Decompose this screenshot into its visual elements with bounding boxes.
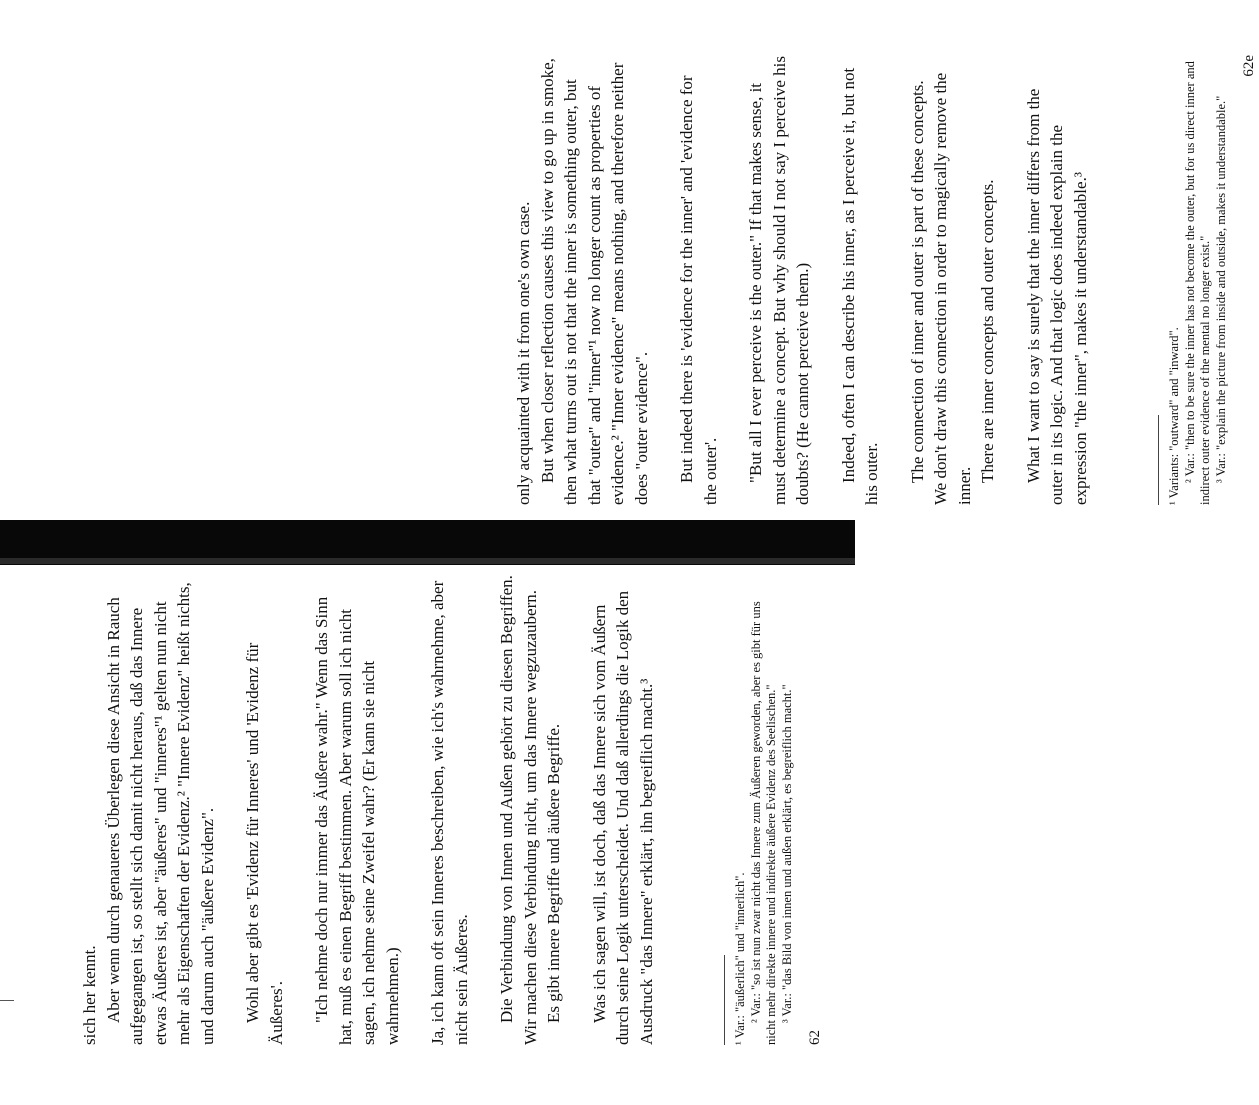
german-para-5: Die Verbindung von Innen und Außen gehört zu diesen Begriffen. Wir machen diese Verbindung nicht, um das Innere wegzuzaubern.: [497, 575, 540, 1045]
english-para-2: But indeed there is 'evidence for the inner' and 'evidence for the outer'.: [677, 75, 720, 505]
german-para-6: Es gibt innere Begriffe und äußere Begriffe.: [544, 723, 563, 1023]
english-para-1: But when closer reflection causes this view to go up in smoke, then what turns out is not that the inner is something outer, but that "outer" and "inner"¹ now no longer count as properties of evidence.² "Inner evidence" means nothing, and therefore neither does "outer evidence".: [537, 58, 651, 505]
english-footnote-2: ² Var.: "then to be sure the inner has not become the outer, but for us direct inner and indirect outer evidence of the mental no longer exist.": [1182, 61, 1212, 505]
english-para-3: "But all I ever perceive is the outer." If that makes sense, it must determine a concept. But why should I not say I perceive his doubts? (He cannot perceive them.): [746, 56, 812, 505]
english-para-6: There are inner concepts and outer concepts.: [978, 179, 997, 483]
english-page: [512, 55, 1259, 505]
german-para-3: "Ich nehme doch nur immer das Äußere wahr." Wenn das Sinn hat, muß es einen Begriff bestimmen. Aber warum soll ich nicht sagen, ich nehme seine Zweifel wahr? (Er kann sie nicht wahrnehmen.): [312, 596, 402, 1045]
german-para-0: sich her kennt.: [80, 945, 99, 1045]
english-para-7: What I want to say is surely that the inner differs from the outer in its logic. And that logic does indeed explain the expression "the inner", makes it understandable.³: [1023, 88, 1090, 505]
english-para-0: only acquainted with it from one's own case.: [514, 201, 533, 505]
english-page-number: 62e: [1241, 55, 1257, 77]
footnote-rule: [724, 955, 725, 1045]
german-footnote-1: ¹ Var.: "äußerlich" und "innerlich".: [733, 872, 747, 1045]
spine-edge: [0, 558, 855, 564]
german-para-7: Was ich sagen will, ist doch, daß das Innere sich vom Äußern durch seine Logik unterscheidet. Und daß allerdings die Logik den Ausdruck "das Innere" erklärt, ihn begreiflich macht.³: [589, 590, 656, 1045]
footnote-rule: [1158, 415, 1159, 505]
english-footnote-3: ³ Var.: "explain the picture from inside and outside, makes it understandable.": [1213, 95, 1228, 483]
german-para-4: Ja, ich kann oft sein Inneres beschreiben, wie ich's wahrnehme, aber nicht sein Äußeres.: [428, 580, 471, 1045]
german-page-number: 62: [807, 1030, 823, 1045]
german-para-2: Wohl aber gibt es 'Evidenz für Inneres' und 'Evidenz für Äußeres'.: [243, 642, 286, 1045]
german-footnote-2: ² Var.: "so ist nun zwar nicht das Innere zum Äußeren geworden, aber es gibt für uns nicht mehr direkte innere und indirekte äußere Evidenz des Seelischen.": [748, 601, 778, 1045]
german-para-1: Aber wenn durch genaueres Überlegen diese Ansicht in Rauch aufgegangen ist, so stellt sich damit nicht heraus, daß das Innere etwas Äußeres ist, aber "äußeres" und "inneres"¹ gelten nun nicht mehr als Eigenschaften der Evidenz.² "Innere Evidenz" heißt nichts, und darum auch "äußere Evidenz".: [103, 582, 217, 1045]
english-footnote-1: ¹ Variants: "outward" and "inward".: [1167, 327, 1181, 505]
english-para-5: The connection of inner and outer is part of these concepts. We don't draw this connection in order to magically remove the inner.: [907, 72, 974, 505]
english-para-4: Indeed, often I can describe his inner, as I perceive it, but not his outer.: [838, 67, 881, 505]
margin-mark: [0, 1000, 14, 1001]
german-footnote-3: ³ Var.: "das Bild von innen und außen erklärt, es begreiflich macht.": [779, 684, 794, 1023]
german-page: [78, 575, 825, 1045]
